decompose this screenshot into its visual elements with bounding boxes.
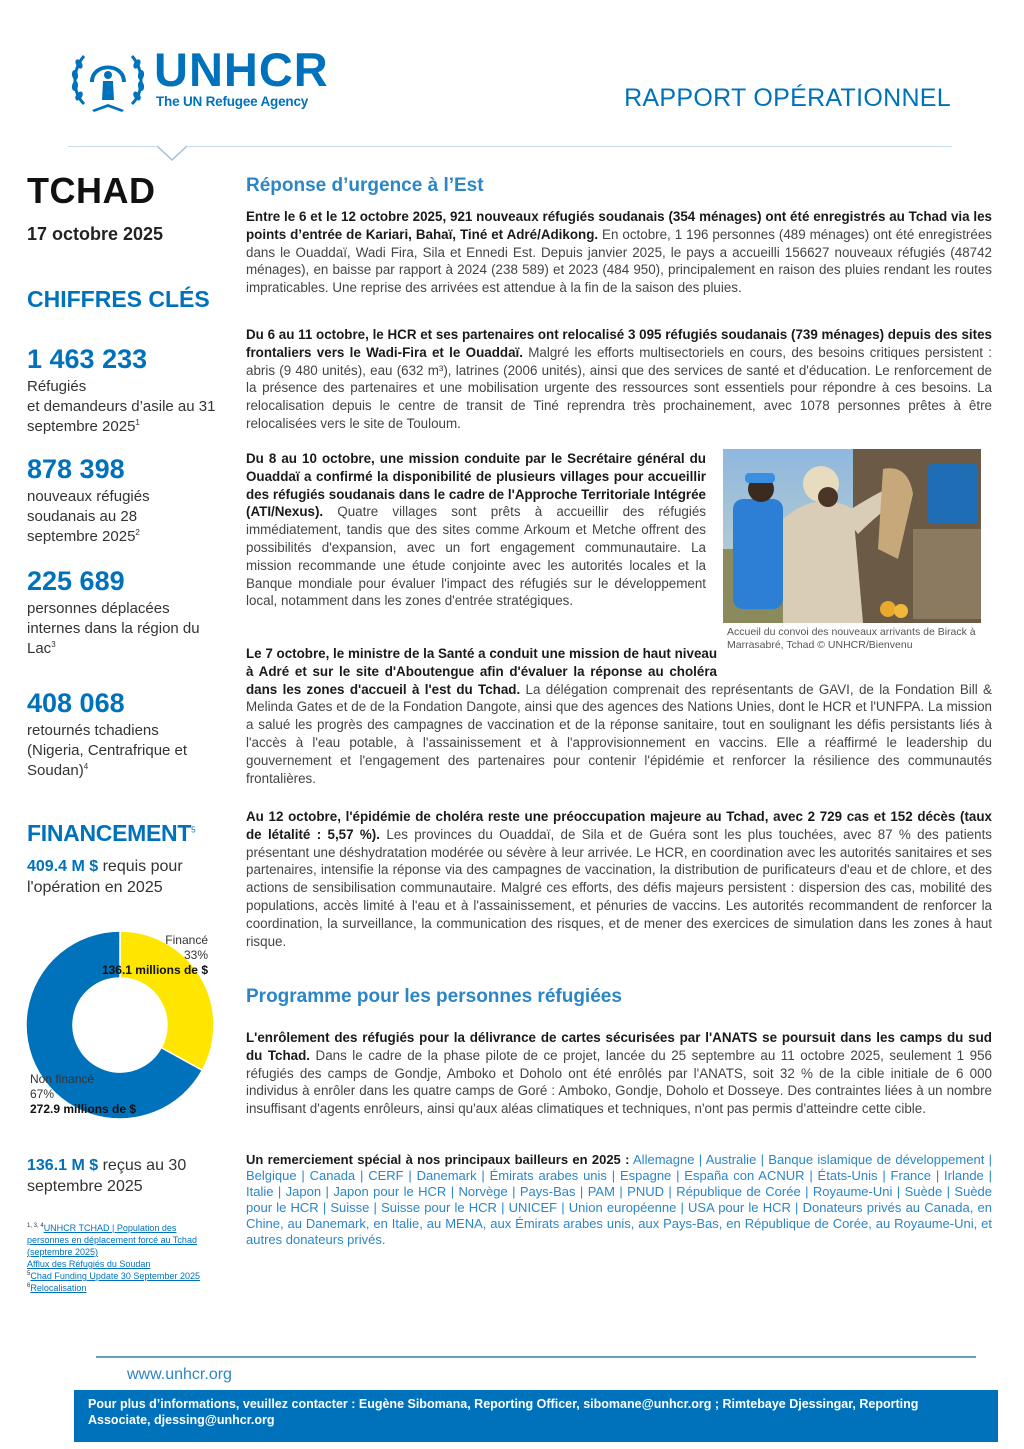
paragraph-anats: L'enrôlement des réfugiés pour la délivrance de cartes sécurisées par l'ANATS se poursuit dans les camps du sud du Tchad. Dans le cadre de la phase pilote de ce projet, lancée du 25 septembre au 11 octobre 2025, seulement 1 956 réfugiés des camps de Gondje, Amboko et Doholo ont été enrôlés par l'ANATS, soit 32 % de la cible initiale de 6 000 individus à enrôler dans les quatre camps de Goré : Amboko, Gondje, Doholo et Dosseye. Des contraintes liées à un nombre insuffisant d'agents enrôleurs, ainsi qu'aux aléas climatiques et techniques, n'ont pas permis d'atteindre cette cible. bbox=[246, 1030, 992, 1117]
photo-image bbox=[723, 449, 981, 623]
logo-tagline: The UN Refugee Agency bbox=[156, 94, 309, 109]
key-figure-description: Réfugiés et demandeurs d’asile au 31 septembre 2025$^1$ bbox=[27, 378, 216, 435]
donor-list: Allemagne | Australie | Banque islamique de développement | Belgique | Canada | CERF | Danemark | Émirats arabes unis | Espagne | España con ACNUR | États-Unis | France | Irlande | Italie | Japon | Japon pour le HCR | Norvège | Pays-Bas | PAM | PNUD | République de Corée | Royaume-Uni | Suède | Suède pour le HCR | Suisse | Suisse pour le HCR | UNICEF | Union européenne | USA pour le HCR | Donateurs privés au Canada, en Chine, au Danemark, en Italie, au MENA, aux Émirats arabes unis, aux Pays-Bas, en République de Corée, au Royaume-Uni, et autres donateurs privés. bbox=[246, 1152, 992, 1247]
section-title-programme: Programme pour les personnes réfugiées bbox=[246, 986, 622, 1007]
key-figure-new-refugees bbox=[27, 454, 187, 547]
key-figure-refugees bbox=[27, 344, 227, 437]
footer-divider bbox=[96, 1356, 976, 1358]
paragraph-arrivals: Entre le 6 et le 12 octobre 2025, 921 nouveaux réfugiés soudanais (354 ménages) ont été enregistrés au Tchad via les points d’entrée de Kariari, Bahaï, Tiné et Adré/Adikong. En octobre, 1 196 personnes (489 ménages) ont été enregistrées dans le Ouaddaï, Wadi Fira, Sila et Ennedi Est. Depuis janvier 2025, le pays a accueilli 156627 nouveaux réfugiés (48742 ménages), en baisse par rapport à 2024 (238 589) et 2023 (484 950), principalement en raison des pluies rendant les routes impraticables. Une reprise des arrivées est attendue à la fin de la saison des pluies. bbox=[246, 209, 992, 296]
chevron-down-icon bbox=[157, 146, 187, 162]
key-figure-value: 408 068 bbox=[27, 688, 125, 718]
paragraph-health-mission: Le 7 octobre, le ministre de la Santé a conduit une mission de haut niveau à Adré et sur le site d'Aboutengue afin d'évaluer la réponse au choléra dans les zones d'accueil à l'est du Tchad. La délégation comprenait des représentants de GAVI, de la Fondation Bill & Melinda Gates et de de la Fondation Dangote, ainsi que des agences des Nations Unies, dont le HCR et l'UNFPA. La mission a salué les progrès des campagnes de vaccination et de la réponse sanitaire, tout en soulignant les défis persistants liés à l'accès à l'eau potable, à l'assainissement et à l'approvisionnement en vaccins. Elle a réaffirmé le leadership du gouvernement et l'engagement des partenaires pour contenir l'épidémie et renforcer la résilience des communautés frontalières. bbox=[246, 646, 992, 786]
unhcr-logo bbox=[70, 43, 340, 114]
key-figure-description: personnes déplacées internes dans la région du Lac$^3$ bbox=[27, 600, 200, 657]
report-date: 17 octobre 2025 bbox=[27, 224, 164, 244]
paragraph-donors: Un remerciement spécial à nos principaux bailleurs en 2025 : Allemagne | Australie | Banque islamique de développement | Belgique | Canada | CERF | Danemark | Émirats arabes unis | Espagne | España con ACNUR | États-Unis | France | Irlande | Italie | Japon | Japon pour le HCR | Norvège | Pays-Bas | PAM | PNUD | République de Corée | Royaume-Uni | Suède | Suède pour le HCR | Suisse | Suisse pour le HCR | UNICEF | Union européenne | USA pour le HCR | Donateurs privés au Canada, en Chine, au Danemark, en Italie, au MENA, aux Émirats arabes unis, aux Pays-Bas, en République de Corée, au Royaume-Uni, et autres donateurs privés. bbox=[246, 1152, 992, 1247]
funding-received: 136.1 M $ reçus au 30 septembre 2025 bbox=[27, 1157, 187, 1195]
section-title-emergency: Réponse d’urgence à l’Est bbox=[246, 175, 484, 196]
header-divider bbox=[68, 146, 952, 147]
contact-banner bbox=[74, 1390, 998, 1442]
label-funded-name: Financé bbox=[165, 933, 208, 947]
footnote-link-relocalisation[interactable]: Relocalisation bbox=[30, 1283, 87, 1293]
country-title: TCHAD bbox=[27, 170, 156, 211]
photo-caption: Accueil du convoi des nouveaux arrivants de Birack à Marrasabré, Tchad © UNHCR/Bienvenu bbox=[727, 626, 976, 651]
convoy-photo bbox=[723, 449, 981, 623]
funding-required: 409.4 M $ requis pour l'opération en 2025 bbox=[27, 858, 183, 896]
label-funded bbox=[140, 933, 208, 962]
key-figures-title: CHIFFRES CLÉS bbox=[27, 286, 210, 312]
contact-text: Pour plus d’informations, veuillez contacter : Eugène Sibomana, Reporting Officer, sibomane@unhcr.org ; Rimtebaye Djessingar, Reporting Associate, djessing@unhcr.org bbox=[88, 1397, 919, 1427]
paragraph-relocation: Du 6 au 11 octobre, le HCR et ses partenaires ont relocalisé 3 095 réfugiés soudanais (739 ménages) depuis des sites frontaliers vers le Wadi-Fira et le Ouaddaï. Malgré les efforts multisectoriels en cours, des besoins critiques persistent : abris (9 480 unités), eau (632 m³), latrines (2006 unités), ainsi que des services de santé et d'éducation. Le renforcement de la présence des partenaires et une mobilisation urgente des ressources sont essentiels pour répondre à ces besoins. La relocalisation depuis le centre de transit de Tiné reprendra très prochainement, avec 1078 personnes prêtes à être relocalisées vers le site de Touloum. bbox=[246, 327, 992, 431]
key-figure-value: 1 463 233 bbox=[27, 344, 148, 374]
key-figure-description: retournés tchadiens (Nigeria, Centrafrique et Soudan)$^4$ bbox=[27, 722, 188, 779]
footnotes: $^{1, 3, 4}$UNHCR TCHAD | Population des personnes en déplacement forcé au Tchad (septembre 2025) Afflux des Réfugiés du Soudan $^5$Chad Funding Update 30 September 2025 $^6$Relocalisation bbox=[27, 1223, 200, 1293]
footnote-link-funding-update[interactable]: Chad Funding Update 30 September 2025 bbox=[30, 1271, 200, 1281]
footnote-link-population[interactable]: UNHCR TCHAD | Population des personnes en déplacement forcé au Tchad (septembre 2025) bbox=[27, 1223, 197, 1257]
label-unfunded-percent: 67% bbox=[30, 1086, 55, 1101]
document-type-title: RAPPORT OPÉRATIONNEL bbox=[624, 84, 951, 112]
logo-wordmark: UNHCR bbox=[154, 43, 329, 96]
unhcr-emblem-icon bbox=[70, 48, 146, 114]
funding-title: FINANCEMENT$^5$ bbox=[27, 820, 196, 846]
key-figure-idps bbox=[27, 566, 207, 659]
received-amount: 136.1 M $ bbox=[27, 1157, 99, 1174]
label-unfunded-amount: 272.9 millions de $ bbox=[30, 1102, 137, 1116]
label-unfunded-name: Non financé bbox=[30, 1072, 95, 1086]
label-unfunded bbox=[30, 1072, 130, 1101]
footnote-link-afflux[interactable]: Afflux des Réfugiés du Soudan bbox=[27, 1259, 151, 1269]
paragraph-cholera: Au 12 octobre, l'épidémie de choléra reste une préoccupation majeure au Tchad, avec 2 729 cas et 152 décès (taux de létalité : 5,57 %). Les provinces du Ouaddaï, de Sila et de Guéra sont les plus touchées, avec 87 % des patients présentant une déshydratation modérée ou sévère à leur arrivée. Le HCR, en coordination avec les autorités sanitaires et ses partenaires, intensifie la réponse via des campagnes de vaccination, la distribution de purificateurs d'eau et de chlore, et des actions de sensibilisation communautaire. Malgré ces efforts, des défis majeurs persistent : dispersion des cas, mobilité des populations, accès limité à l'eau et à l'assainissement, et pénuries de vaccins. Les autorités recommandent de renforcer la coordination, la surveillance, la communication des risques, et de mener des exercices de simulation dans les zones à haut risque. bbox=[246, 809, 992, 949]
key-figure-returnees bbox=[27, 688, 217, 781]
required-amount: 409.4 M $ bbox=[27, 858, 99, 875]
key-figure-value: 225 689 bbox=[27, 566, 125, 596]
label-funded-percent: 33% bbox=[183, 947, 208, 962]
paragraph-mission-ouaddai: Du 8 au 10 octobre, une mission conduite par le Secrétaire général du Ouaddaï a confirmé la disponibilité de plusieurs villages pour accueillir des réfugiés soudanais dans le cadre de l'Approche Territoriale Intégrée (ATI/Nexus). Quatre villages sont prêts à accueillir des réfugiés immédiatement, tandis que des sites comme Arkoum et Metche offrent des possibilités d'expansion, avec un fort engagement communautaire. La mission recommande une étude conjointe avec les autorités locales et la Banque mondiale pour évaluer l'impact des réfugiés sur le développement local, notamment dans les zones d'entrée stratégiques. bbox=[246, 451, 706, 609]
label-funded-amount: 136.1 millions de $ bbox=[101, 963, 208, 977]
key-figure-description: nouveaux réfugiés soudanais au 28 septembre 2025$^2$ bbox=[27, 488, 150, 545]
website-link[interactable]: www.unhcr.org bbox=[127, 1366, 232, 1383]
key-figure-value: 878 398 bbox=[27, 454, 125, 484]
